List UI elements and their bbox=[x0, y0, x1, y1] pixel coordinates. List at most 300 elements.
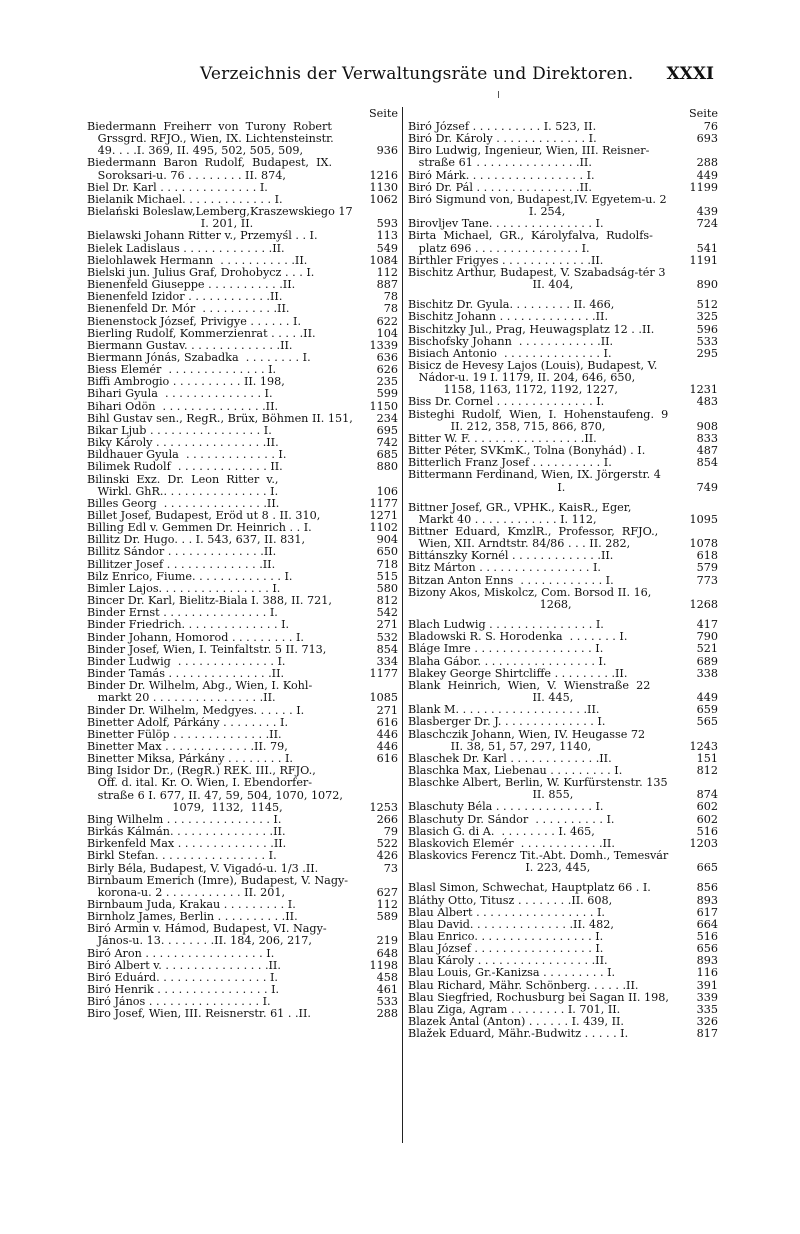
index-entry-line bbox=[87, 1008, 398, 1020]
index-entry-line bbox=[408, 943, 718, 955]
entry-text: Billitz Dr. Hugo. . . I. 543, 637, II. 831, bbox=[87, 534, 306, 547]
entry-page: 1078 bbox=[689, 537, 718, 551]
entry-text: straße 6 I. 677, II. 47, 59, 504, 1070, 1072, bbox=[87, 789, 343, 802]
entry-page: 593 bbox=[376, 217, 398, 231]
entry-page: 339 bbox=[696, 990, 718, 1004]
entry-text: Binetter Adolf, Párkány . . . . . . . . I. bbox=[87, 716, 288, 729]
entry-page: 521 bbox=[696, 642, 718, 656]
entry-text: Blau Richard, Mähr. Schönberg. . . . . .II. bbox=[408, 979, 639, 992]
entry-text: Bisteghi Rudolf, Wien, I. Hohenstaufeng. 9 bbox=[408, 408, 669, 421]
entry-text: Bischitz Arthur, Budapest, V. Szabadság-tér 3 bbox=[408, 266, 666, 279]
index-entry-line bbox=[408, 206, 718, 218]
entry-text: Blau David. . . . . . . . . . . . . . .II. 482, bbox=[408, 918, 614, 931]
entry-page: 650 bbox=[376, 545, 398, 559]
entry-page: 742 bbox=[376, 436, 398, 450]
index-entry-line bbox=[408, 170, 718, 182]
entry-page: 749 bbox=[696, 480, 718, 494]
entry-page: 618 bbox=[696, 549, 718, 563]
index-entry-line bbox=[408, 311, 718, 323]
index-entry-line bbox=[408, 526, 718, 538]
index-entry-line bbox=[87, 546, 398, 558]
entry-page: 893 bbox=[696, 893, 718, 907]
entry-page bbox=[364, 121, 398, 133]
index-entry-line bbox=[408, 992, 718, 1004]
entry-text: Blaskovich Elemér . . . . . . . . . . . .II. bbox=[408, 837, 615, 850]
index-entry-line bbox=[87, 413, 398, 425]
entry-text: Blažek Eduard, Mähr.-Budwitz . . . . . I. bbox=[408, 1028, 629, 1041]
index-entry-line bbox=[408, 433, 718, 445]
entry-page: 417 bbox=[696, 618, 718, 632]
entry-text: Billes Georg . . . . . . . . . . . . . . .II. bbox=[87, 497, 280, 510]
entry-text: Bilz Enrico, Fiume. . . . . . . . . . . . . I. bbox=[87, 570, 293, 583]
entry-page: 627 bbox=[376, 885, 398, 899]
entry-text: Binder Johann, Homorod . . . . . . . . . I. bbox=[87, 631, 304, 644]
entry-page: 880 bbox=[376, 460, 398, 474]
entry-page bbox=[364, 157, 398, 169]
entry-text: Wien, XII. Arndtstr. 84/86 . . . II. 282, bbox=[408, 538, 631, 551]
index-entry-line bbox=[87, 960, 398, 972]
entry-text: Blau Károly . . . . . . . . . . . . . . . . .II. bbox=[408, 955, 608, 968]
entry-page: 295 bbox=[696, 346, 718, 360]
entry-text: Biró Ármin v. Hámod, Budapest, VI. Nagy- bbox=[87, 923, 327, 936]
entry-text: Biermann Jónás, Szabadka . . . . . . . . I. bbox=[87, 351, 311, 364]
entry-page: 817 bbox=[696, 1027, 718, 1041]
entry-page: 104 bbox=[376, 326, 398, 340]
entry-text: Blaschczik Johann, Wien, IV. Heugasse 72 bbox=[408, 728, 646, 741]
entry-page: 904 bbox=[376, 533, 398, 547]
entry-text: Blau Enrico. . . . . . . . . . . . . . . . . I. bbox=[408, 931, 604, 943]
entry-text: Bienenfeld Dr. Mór . . . . . . . . . . .II. bbox=[87, 303, 290, 316]
entry-text: Bittner Eduard, KmzlR., Professor, RFJO., bbox=[408, 526, 659, 538]
entry-text: Bielawski Johann Ritter v., Przemyśl . . I. bbox=[87, 230, 318, 243]
entry-page bbox=[364, 777, 398, 789]
entry-page: 235 bbox=[376, 375, 398, 389]
entry-page: 1095 bbox=[689, 512, 718, 526]
entry-text: Nádor-u. 19 I. 1179, II. 204, 646, 650, bbox=[408, 372, 636, 385]
index-entry-line bbox=[87, 607, 398, 619]
entry-text: Bimler Lajos. . . . . . . . . . . . . . . . I. bbox=[87, 582, 281, 595]
index-entry-line bbox=[87, 972, 398, 984]
entry-page: 1268 bbox=[689, 597, 718, 611]
entry-page: 112 bbox=[376, 265, 398, 279]
entry-page: 116 bbox=[696, 966, 718, 980]
entry-page bbox=[364, 765, 398, 777]
entry-text: Birkl Stefan. . . . . . . . . . . . . . . . I. bbox=[87, 850, 277, 863]
index-entry-line bbox=[408, 765, 718, 777]
entry-page: 693 bbox=[696, 132, 718, 146]
index-entry-line bbox=[408, 931, 718, 943]
entry-page: 565 bbox=[696, 715, 718, 729]
entry-page: 334 bbox=[376, 654, 398, 668]
index-entry-line bbox=[408, 801, 718, 813]
index-entry-line bbox=[87, 364, 398, 376]
entry-text: Blaskovics Ferencz Tit.-Abt. Domh., Temesvár bbox=[408, 850, 669, 863]
entry-text: Bierling Rudolf, Kommerzienrat . . . . .II. bbox=[87, 327, 316, 340]
entry-page: 689 bbox=[696, 654, 718, 668]
entry-text: Bitter W. F. . . . . . . . . . . . . . . . .II. bbox=[408, 432, 597, 445]
entry-text: korona-u. 2 . . . . . . . . . . . II. 201, bbox=[87, 886, 286, 899]
index-entry-line bbox=[87, 230, 398, 242]
index-entry-line bbox=[408, 562, 718, 574]
index-entry-line bbox=[408, 550, 718, 562]
index-entry-line bbox=[87, 923, 398, 935]
entry-page: 78 bbox=[383, 302, 398, 316]
entry-page: 1253 bbox=[369, 800, 398, 814]
index-entry-line bbox=[87, 717, 398, 729]
entry-text: Bitter Péter, SVKmK., Tolna (Bonyhád) . I. bbox=[408, 445, 646, 458]
index-entry-line bbox=[87, 449, 398, 461]
index-entry-line bbox=[408, 955, 718, 967]
entry-text: Birkás Kálmán. . . . . . . . . . . . . . .II. bbox=[87, 826, 286, 839]
entry-page bbox=[684, 360, 718, 372]
entry-page: 338 bbox=[696, 666, 718, 680]
index-entry-line bbox=[87, 911, 398, 923]
index-entry-line bbox=[408, 656, 718, 668]
entry-text: 1158, 1163, 1172, 1192, 1227, bbox=[408, 384, 618, 397]
entry-page: 893 bbox=[696, 954, 718, 968]
index-entry-line bbox=[87, 680, 398, 692]
entry-text: Bikar Ljub . . . . . . . . . . . . . . . . I. bbox=[87, 424, 272, 437]
index-entry-line bbox=[87, 559, 398, 571]
entry-text: Biess Elemér . . . . . . . . . . . . . . I. bbox=[87, 364, 277, 377]
index-entry-line bbox=[87, 838, 398, 850]
index-entry-line bbox=[408, 218, 718, 230]
entry-text: Biró Áron . . . . . . . . . . . . . . . . . I. bbox=[87, 947, 275, 960]
index-entry-line bbox=[87, 826, 398, 838]
entry-page: 1231 bbox=[689, 383, 718, 397]
entry-page: 78 bbox=[383, 290, 398, 304]
entry-text: Billing Edl v. Gemmen Dr. Heinrich . . I. bbox=[87, 522, 312, 535]
index-entry-line bbox=[408, 182, 718, 194]
entry-page: 266 bbox=[376, 812, 398, 826]
entry-text: Bitzan Anton Enns . . . . . . . . . . . . I. bbox=[408, 574, 614, 587]
entry-text: Biró Dr. Károly . . . . . . . . . . . . . I. bbox=[408, 133, 597, 146]
entry-page: 812 bbox=[376, 594, 398, 608]
entry-text: Biró József . . . . . . . . . . I. 523, II. bbox=[408, 121, 597, 133]
entry-page: 617 bbox=[696, 905, 718, 919]
entry-text: Blaschuty Béla . . . . . . . . . . . . . . I. bbox=[408, 801, 604, 814]
entry-text: platz 696 . . . . . . . . . . . . . . . I. bbox=[408, 242, 590, 255]
index-entry-line bbox=[408, 862, 718, 874]
entry-text: Birovljev Tane. . . . . . . . . . . . . . . I. bbox=[408, 218, 604, 231]
index-entry-line bbox=[408, 145, 718, 157]
entry-text: Off. d. ital. Kr. O. Wien, I. Ebendorfer- bbox=[87, 777, 313, 790]
index-entry-line bbox=[87, 474, 398, 486]
entry-page: 1199 bbox=[689, 180, 718, 194]
column-divider bbox=[402, 107, 403, 1143]
entry-page bbox=[684, 230, 718, 242]
index-entry-line bbox=[87, 328, 398, 340]
index-entry-line bbox=[87, 777, 398, 789]
entry-text: Blasberger Dr. J. . . . . . . . . . . . . . I. bbox=[408, 716, 606, 729]
entry-page: 549 bbox=[376, 241, 398, 255]
entry-text: Biró Dr. Pál . . . . . . . . . . . . . . .II. bbox=[408, 181, 592, 194]
entry-list bbox=[87, 121, 398, 1021]
entry-page: 1271 bbox=[369, 509, 398, 522]
entry-page: 718 bbox=[376, 557, 398, 571]
index-entry-line bbox=[408, 826, 718, 838]
entry-page: 936 bbox=[376, 144, 398, 158]
entry-text: markt 20 . . . . . . . . . . . . . . . .II. bbox=[87, 692, 276, 705]
entry-text: Birnholz James, Berlin . . . . . . . . . .II. bbox=[87, 911, 298, 924]
entry-text: 1268, bbox=[408, 598, 572, 611]
entry-text: Bilimek Rudolf . . . . . . . . . . . . . II. bbox=[87, 461, 283, 474]
entry-page: 874 bbox=[696, 788, 718, 802]
entry-page: 271 bbox=[376, 618, 398, 632]
index-entry-line bbox=[87, 632, 398, 644]
entry-text: I. 254, bbox=[408, 206, 566, 219]
entry-text: Bischitz Johann . . . . . . . . . . . . . .II. bbox=[408, 311, 609, 324]
entry-text: I. 201, II. bbox=[87, 218, 254, 231]
entry-page: 695 bbox=[376, 423, 398, 437]
index-entry-line bbox=[408, 1016, 718, 1028]
entry-page: 541 bbox=[696, 241, 718, 255]
entry-text: Biro Josef, Wien, III. Reisnerstr. 61 . .II. bbox=[87, 1008, 311, 1021]
index-entry-line bbox=[87, 863, 398, 875]
entry-text: Bihari Gyula . . . . . . . . . . . . . . I. bbox=[87, 388, 273, 401]
entry-text: Biró Eduárd. . . . . . . . . . . . . . . . I. bbox=[87, 971, 278, 984]
entry-page: 449 bbox=[696, 691, 718, 705]
index-entry-line bbox=[408, 980, 718, 992]
index-entry-line bbox=[408, 194, 718, 206]
index-entry-line bbox=[408, 324, 718, 336]
entry-text: Binder Josef, Wien, I. Teinfaltstr. 5 II. 713, bbox=[87, 643, 327, 656]
entry-text: 1079, 1132, 1145, bbox=[87, 801, 283, 814]
index-entry-line bbox=[408, 643, 718, 655]
entry-page: 685 bbox=[376, 448, 398, 462]
index-entry-line bbox=[408, 741, 718, 753]
index-entry-line bbox=[408, 336, 718, 348]
entry-text: Birta Michael, GR., Károlyfalva, Rudolfs- bbox=[408, 230, 653, 243]
index-entry-line bbox=[87, 595, 398, 607]
entry-text: II. 212, 358, 715, 866, 870, bbox=[408, 420, 606, 433]
entry-page bbox=[364, 474, 398, 486]
entry-page: 113 bbox=[376, 229, 398, 243]
index-entry-line bbox=[408, 907, 718, 919]
entry-text: Binder Tamás . . . . . . . . . . . . . . .II. bbox=[87, 668, 285, 681]
page-header bbox=[0, 64, 800, 88]
entry-text: Biky Károly . . . . . . . . . . . . . . . .II. bbox=[87, 437, 279, 450]
index-entry-line bbox=[87, 656, 398, 668]
index-entry-line bbox=[408, 919, 718, 931]
entry-text: Blaha Gábor. . . . . . . . . . . . . . . . . I. bbox=[408, 655, 607, 668]
entry-list bbox=[408, 121, 718, 1040]
entry-text: Biró Henrik . . . . . . . . . . . . . . . . I. bbox=[87, 984, 280, 997]
entry-text: Biss Dr. Cornel . . . . . . . . . . . . . . I. bbox=[408, 396, 605, 409]
entry-text: Billitz Sándor . . . . . . . . . . . . . .II. bbox=[87, 546, 277, 559]
entry-text: Biel Dr. Karl . . . . . . . . . . . . . . I. bbox=[87, 181, 268, 194]
entry-page: 854 bbox=[696, 456, 718, 470]
entry-text: Bisiach Antonio . . . . . . . . . . . . . . I. bbox=[408, 347, 612, 360]
entry-text: straße 61 . . . . . . . . . . . . . . .II. bbox=[408, 157, 592, 170]
entry-text: Biró Sigmund von, Budapest,IV. Egyetem-u. 2 bbox=[408, 193, 667, 206]
entry-text: Blau Louis, Gr.-Kanizsa . . . . . . . . . I. bbox=[408, 967, 616, 980]
index-entry-line bbox=[408, 457, 718, 469]
entry-text: Bittermann Ferdinand, Wien, IX. Jörgerstr. 4 bbox=[408, 469, 661, 482]
header-tick-mark bbox=[498, 91, 499, 98]
index-entry-line bbox=[87, 461, 398, 473]
entry-page: 656 bbox=[696, 942, 718, 956]
entry-text: Binder Dr. Wilhelm, Medgyes. . . . . . I. bbox=[87, 704, 305, 717]
index-entry-line bbox=[408, 157, 718, 169]
entry-page: 616 bbox=[376, 752, 398, 766]
entry-text: Blau Albert . . . . . . . . . . . . . . . . . I. bbox=[408, 906, 605, 919]
entry-text: Bláthy Otto, Titusz . . . . . . . .II. 608, bbox=[408, 894, 613, 907]
entry-text: Biró Albert v. . . . . . . . . . . . . . . .II. bbox=[87, 959, 281, 972]
index-entry-line bbox=[87, 814, 398, 826]
entry-page: 151 bbox=[696, 751, 718, 765]
entry-text: Biffi Ambrogio . . . . . . . . . . II. 198, bbox=[87, 376, 285, 389]
entry-page: 1191 bbox=[689, 253, 718, 267]
index-entry-line bbox=[408, 469, 718, 481]
entry-text: Binder Dr. Wilhelm, Abg., Wien, I. Kohl- bbox=[87, 680, 313, 693]
entry-text: János-u. 13. . . . . . . .II. 184, 206, 217, bbox=[87, 935, 312, 948]
entry-text: Birkenfeld Max . . . . . . . . . . . . . .II. bbox=[87, 838, 287, 851]
entry-page: 833 bbox=[696, 431, 718, 445]
entry-text: Bischitzky Jul., Prag, Heuwagsplatz 12 . .II. bbox=[408, 323, 655, 336]
index-entry-line bbox=[408, 967, 718, 979]
entry-page: 288 bbox=[376, 1007, 398, 1021]
entry-text: Bielski jun. Julius Graf, Drohobycz . . . I. bbox=[87, 266, 315, 279]
index-entry-line bbox=[87, 619, 398, 631]
entry-text: Blank M. . . . . . . . . . . . . . . . . . .II. bbox=[408, 704, 600, 717]
entry-text: Binder Ludwig . . . . . . . . . . . . . . I. bbox=[87, 655, 286, 668]
entry-text: Bielohlawek Hermann . . . . . . . . . . .II. bbox=[87, 254, 308, 267]
index-entry-line bbox=[408, 299, 718, 311]
index-entry-line bbox=[87, 376, 398, 388]
entry-page bbox=[684, 409, 718, 421]
entry-text: Blau Žiga, Agram . . . . . . . . I. 701, II. bbox=[408, 1003, 621, 1016]
index-entry-line bbox=[87, 583, 398, 595]
entry-page: 532 bbox=[376, 630, 398, 644]
entry-page: 326 bbox=[696, 1015, 718, 1029]
entry-text: Bischofsky Johann . . . . . . . . . . . .II. bbox=[408, 335, 614, 348]
entry-page: 579 bbox=[696, 561, 718, 575]
index-entry-line bbox=[87, 875, 398, 887]
index-entry-line bbox=[408, 587, 718, 599]
entry-page: 234 bbox=[376, 411, 398, 425]
index-entry-line bbox=[87, 644, 398, 656]
entry-page: 1150 bbox=[369, 399, 398, 413]
index-entry-line bbox=[408, 599, 718, 611]
index-entry-line bbox=[408, 895, 718, 907]
index-entry-line bbox=[87, 340, 398, 352]
index-entry-line bbox=[408, 838, 718, 850]
index-entry-line bbox=[87, 692, 398, 704]
entry-text: Birnbaum Juda, Krakau . . . . . . . . . I. bbox=[87, 899, 296, 911]
entry-page: 516 bbox=[696, 930, 718, 943]
entry-text: Blau József . . . . . . . . . . . . . . . . . I. bbox=[408, 943, 604, 956]
entry-text: Bitz Márton . . . . . . . . . . . . . . . . I. bbox=[408, 562, 601, 575]
index-entry-line bbox=[408, 372, 718, 384]
entry-text: Biró Márk. . . . . . . . . . . . . . . . . I. bbox=[408, 169, 595, 182]
entry-page: 616 bbox=[376, 715, 398, 729]
index-entry-line bbox=[87, 790, 398, 802]
entry-page: 812 bbox=[696, 763, 718, 777]
index-entry-line bbox=[408, 575, 718, 587]
entry-text: Bizony Ákos, Miskolcz, Com. Borsod II. 16, bbox=[408, 586, 652, 599]
entry-text: Grssgrd. RFJO., Wien, IX. Lichtensteinstr. bbox=[87, 133, 334, 146]
entry-page: 1062 bbox=[369, 192, 398, 206]
entry-text: Bihari Ödön . . . . . . . . . . . . . . .II. bbox=[87, 400, 279, 413]
index-entry-line bbox=[87, 121, 398, 133]
entry-page: 449 bbox=[696, 168, 718, 182]
index-entry-line bbox=[87, 571, 398, 583]
seite-label: Seite bbox=[689, 107, 718, 120]
index-entry-line bbox=[87, 206, 398, 218]
entry-text: Blank Heinrich, Wien, V. Wienstraße 22 bbox=[408, 679, 651, 692]
index-entry-line bbox=[87, 279, 398, 291]
entry-page: 854 bbox=[376, 642, 398, 656]
index-entry-line bbox=[408, 133, 718, 145]
index-entry-line bbox=[408, 255, 718, 267]
index-entry-line bbox=[87, 145, 398, 157]
index-entry-line bbox=[87, 729, 398, 741]
entry-text: Biró János . . . . . . . . . . . . . . . . I. bbox=[87, 996, 271, 1009]
entry-text: Blaschek Dr. Karl . . . . . . . . . . . . .II. bbox=[408, 752, 612, 765]
index-entry-line bbox=[87, 401, 398, 413]
entry-page: 446 bbox=[376, 727, 398, 741]
entry-text: Bing Wilhelm . . . . . . . . . . . . . . . I. bbox=[87, 813, 282, 826]
entry-text: II. 445, bbox=[408, 692, 574, 705]
entry-page: 1084 bbox=[369, 253, 398, 267]
entry-text: Bincer Dr. Karl, Bielitz-Biala I. 388, II. 721, bbox=[87, 595, 332, 608]
index-entry-line bbox=[408, 882, 718, 894]
entry-page: 908 bbox=[696, 419, 718, 433]
index-entry-line bbox=[87, 668, 398, 680]
entry-text: I. 223, 445, bbox=[408, 862, 591, 875]
index-entry-line bbox=[87, 194, 398, 206]
index-entry-line bbox=[408, 445, 718, 457]
index-entry-line bbox=[87, 388, 398, 400]
page-title: Verzeichnis der Verwaltungsräte und Direktoren. bbox=[200, 64, 634, 84]
entry-page: 458 bbox=[376, 970, 398, 984]
entry-page: 483 bbox=[696, 395, 718, 409]
entry-page: 599 bbox=[376, 387, 398, 401]
index-entry-line bbox=[408, 230, 718, 242]
index-entry-line bbox=[87, 753, 398, 765]
index-entry-line bbox=[408, 619, 718, 631]
entry-page: 1085 bbox=[369, 691, 398, 705]
index-entry-line bbox=[87, 218, 398, 230]
entry-page: 648 bbox=[376, 946, 398, 960]
entry-page: 426 bbox=[376, 849, 398, 863]
index-entry-line bbox=[87, 316, 398, 328]
entry-page: 1130 bbox=[369, 180, 398, 194]
entry-page bbox=[364, 790, 398, 802]
entry-page: 533 bbox=[696, 334, 718, 348]
index-entry-line bbox=[408, 421, 718, 433]
page-number: XXXI bbox=[666, 64, 714, 84]
entry-text: II. 855, bbox=[408, 789, 574, 802]
entry-page: 487 bbox=[696, 444, 718, 458]
entry-page: 790 bbox=[696, 630, 718, 644]
entry-page: 533 bbox=[376, 995, 398, 1009]
entry-text: Birnbaum Emerich (Imre), Budapest, V. Nagy- bbox=[87, 874, 349, 887]
index-entry-line bbox=[408, 538, 718, 550]
index-entry-line bbox=[408, 121, 718, 133]
entry-page: 325 bbox=[696, 310, 718, 324]
index-entry-line bbox=[408, 409, 718, 421]
index-entry-line bbox=[87, 170, 398, 182]
index-entry-line bbox=[87, 352, 398, 364]
index-entry-line bbox=[87, 741, 398, 753]
entry-page: 79 bbox=[383, 825, 398, 839]
entry-page: 724 bbox=[696, 217, 718, 231]
index-entry-line bbox=[408, 680, 718, 692]
entry-text: Biedermann Baron Rudolf, Budapest, IX. bbox=[87, 157, 333, 170]
entry-page: 602 bbox=[696, 812, 718, 826]
